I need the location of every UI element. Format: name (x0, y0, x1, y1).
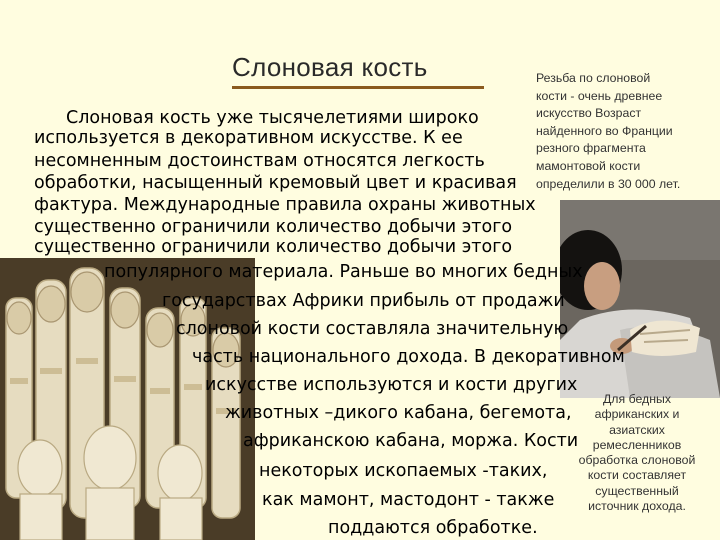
caption-line: кости составляет (587, 468, 687, 483)
body-text-line: Слоновая кость уже тысячелетиями широко (66, 108, 479, 128)
caption-line: существенный (595, 483, 679, 498)
caption-line: мамонтовой кости (536, 158, 641, 173)
caption-line: Для бедных (602, 392, 671, 406)
photo-ivory-carver (560, 200, 720, 398)
page-title: Слоновая кость (232, 52, 428, 82)
body-text-line: популярного материала. Раньше во многих бедных (104, 262, 583, 282)
caption-line: обработка слоновой (578, 453, 696, 468)
body-text-line: как мамонт, мастодонт - также (262, 490, 555, 510)
body-text-line: используется в декоративном искусстве. К ее (34, 128, 463, 148)
body-text-line: некоторых ископаемых -таких, (259, 461, 548, 481)
title-underline (232, 86, 484, 89)
body-text-line: государствах Африки прибыль от продажи (162, 291, 565, 311)
body-text-line: слоновой кости составляла значительную (176, 319, 569, 339)
caption-line: найденного во Франции (536, 123, 673, 138)
caption-carving-history (536, 70, 718, 193)
body-text-line: существенно ограничили количество добычи этого (34, 217, 513, 237)
body-text-line: часть национального дохода. В декоративном (192, 347, 625, 367)
body-text-line: искусстве используются и кости других (205, 375, 578, 395)
caption-line: кости - очень древнее (536, 88, 663, 103)
caption-line: Резьба по слоновой (536, 71, 651, 85)
caption-line: ремесленников (592, 437, 682, 452)
body-text-line: африканскою кабана, моржа. Кости (243, 431, 579, 451)
caption-line: азиатских (609, 422, 665, 437)
caption-income-source (557, 392, 717, 514)
body-text-line: фактура. Международные правила охраны животных (34, 195, 536, 215)
body-text-line: несомненным достоинствам относятся легкость (34, 151, 485, 171)
caption-line: резного фрагмента (536, 141, 646, 156)
body-text-line: поддаются обработке. (328, 518, 538, 538)
body-text-line: обработки, насыщенный кремовый цвет и красивая (34, 173, 517, 193)
body-text-line: существенно ограничили количество добычи этого (34, 237, 513, 257)
body-text-line: животных –дикого кабана, бегемота, (225, 403, 572, 423)
caption-line: африканских и (594, 407, 680, 422)
caption-line: источник дохода. (588, 499, 686, 514)
caption-line: определили в 30 000 лет. (536, 176, 681, 191)
caption-line: искусство Возраст (536, 106, 642, 121)
